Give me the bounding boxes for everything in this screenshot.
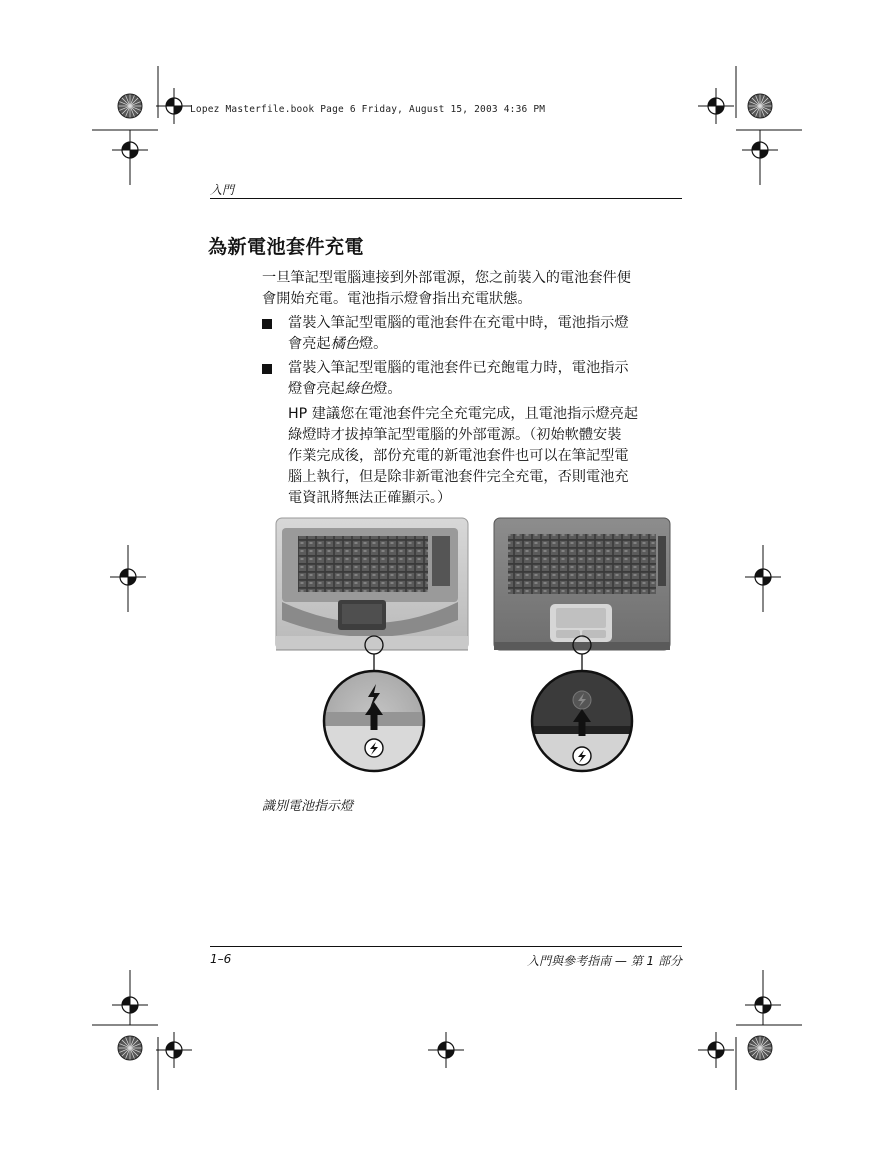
bullet-item-charging [288,313,688,355]
bullet-text-part: 燈會亮起 [288,381,345,397]
bullet-line: 當裝入筆記型電腦的電池套件在充電中時，電池指示燈 [288,315,629,331]
intro-paragraph [262,268,687,310]
green-color-term: 綠色 [344,381,374,397]
battery-light-figure [262,516,682,786]
note-line: 電資訊將無法正確顯示。） [288,490,452,506]
page-number: 1–6 [210,952,232,966]
bullet-line [288,379,688,400]
note-line: HP 建議您在電池套件完全充電完成，且電池指示燈亮起 [288,406,639,422]
footer-rule [210,946,682,947]
running-head: 入門 [210,183,235,197]
bullet-line [288,334,688,355]
intro-line: 會開始充電。電池指示燈會指出充電狀態。 [262,291,532,307]
silver-notebook-photo [276,518,468,650]
note-line: 作業完成後，部份充電的新電池套件也可以在筆記型電 [288,448,629,464]
bullet-marker [262,319,272,329]
header-rule [210,198,682,199]
bullet-text-part: 燈。 [358,336,388,352]
bullet-text-part: 燈。 [373,381,402,397]
bullet-text-part: 會亮起 [288,336,331,352]
bullet-line: 當裝入筆記型電腦的電池套件已充飽電力時，電池指示 [288,360,629,376]
bullet-marker [262,364,272,374]
figure-caption: 識別電池指示燈 [262,799,354,814]
note-line: 綠燈時才拔掉筆記型電腦的外部電源。（初始軟體安裝 [288,427,622,443]
printer-slug: Lopez Masterfile.book Page 6 Friday, August 15, 2003 4:36 PM [190,104,546,115]
note-paragraph [288,404,688,509]
amber-color-term: 橘色 [330,336,359,352]
bullet-item-charged [288,358,688,400]
section-title: 為新電池套件充電 [208,236,365,258]
intro-line: 一旦筆記型電腦連接到外部電源，您之前裝入的電池套件便 [262,270,631,286]
dark-notebook-photo [494,518,670,650]
book-title: 入門與參考指南 — 第 1 部分 [527,954,682,968]
note-line: 腦上執行，但是除非新電池套件完全充電，否則電池充 [288,469,629,485]
